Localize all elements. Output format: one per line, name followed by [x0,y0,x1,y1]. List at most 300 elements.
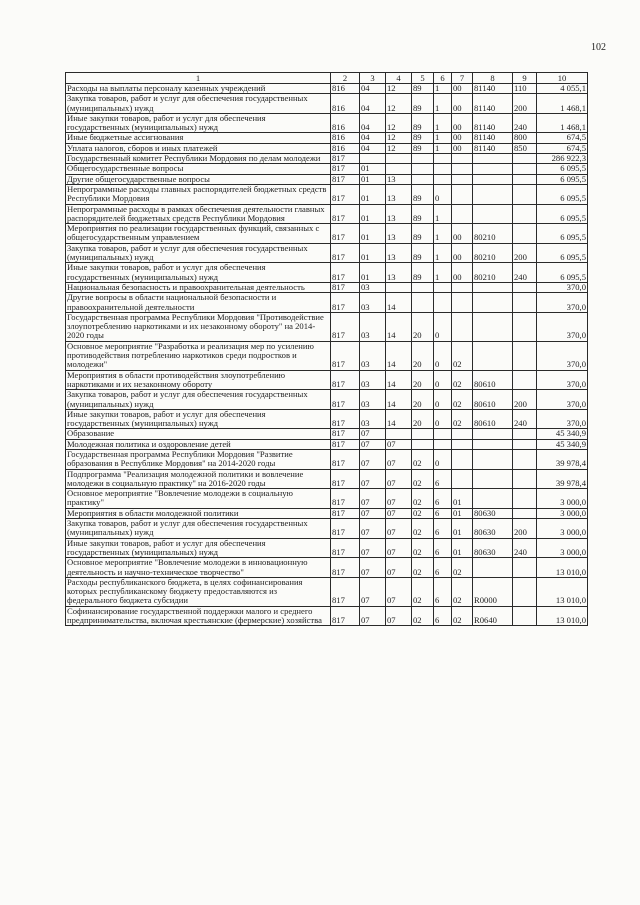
expense-name-cell: Государственная программа Республики Мордовия "Противодействие злоупотреблению наркотиками и их незаконному обороту" на 2014-2020 годы [66,312,331,341]
table-row [66,282,588,292]
section-code-cell: 04 [360,84,386,94]
ministry-code-cell: 817 [331,174,360,184]
expense-type-code-cell [513,282,537,292]
event-code-cell: 01 [452,519,473,539]
table-row [66,538,588,558]
section-code-cell: 03 [360,370,386,390]
program-code-cell: 89 [412,133,434,143]
expense-name-cell: Основное мероприятие "Вовлечение молодежи в социальную практику" [66,489,331,509]
ministry-code-cell: 817 [331,390,360,410]
table-row [66,84,588,94]
section-code-cell: 01 [360,174,386,184]
expense-type-code-cell [513,224,537,244]
amount-cell: 3 000,0 [537,489,588,509]
event-code-cell: 02 [452,390,473,410]
subsection-code-cell: 07 [386,606,412,626]
amount-cell: 6 095,5 [537,164,588,174]
subsection-code-cell: 14 [386,390,412,410]
expense-name-cell: Уплата налогов, сборов и иных платежей [66,143,331,153]
event-code-cell [452,164,473,174]
event-code-cell: 01 [452,538,473,558]
amount-cell: 13 010,0 [537,558,588,578]
expense-name-cell: Иные закупки товаров, работ и услуг для обеспечения государственных (муниципальных) нужд [66,538,331,558]
ministry-code-cell: 816 [331,143,360,153]
amount-cell: 13 010,0 [537,577,588,606]
expense-type-code-cell: 240 [513,263,537,283]
direction-code-cell [473,489,513,509]
table-row [66,439,588,449]
section-code-cell: 04 [360,113,386,133]
expense-name-cell: Молодежная политика и оздоровление детей [66,439,331,449]
section-code-cell: 07 [360,469,386,489]
subprogram-code-cell: 1 [434,113,452,133]
amount-cell: 286 922,3 [537,154,588,164]
subsection-code-cell: 14 [386,312,412,341]
subsection-code-cell: 13 [386,174,412,184]
expense-name-cell: Непрограммные расходы главных распорядителей бюджетных средств Республики Мордовия [66,184,331,204]
subprogram-code-cell [434,429,452,439]
expense-name-cell: Мероприятия в области молодежной политики [66,508,331,518]
event-code-cell [452,293,473,313]
event-code-cell: 00 [452,84,473,94]
amount-cell: 4 055,1 [537,84,588,94]
section-code-cell [360,154,386,164]
page-number: 102 [591,42,606,53]
table-row [66,449,588,469]
subsection-code-cell: 14 [386,293,412,313]
amount-cell: 6 095,5 [537,174,588,184]
subprogram-code-cell [434,439,452,449]
subsection-code-cell: 12 [386,84,412,94]
program-code-cell: 02 [412,577,434,606]
table-row [66,263,588,283]
program-code-cell: 20 [412,370,434,390]
program-code-cell: 20 [412,390,434,410]
expense-name-cell: Подпрограмма "Реализация молодежной политики и вовлечение молодежи в социальную практику" на 2016-2020 годы [66,469,331,489]
expense-name-cell: Мероприятия в области противодействия злоупотреблению наркотиками и их незаконному обороту [66,370,331,390]
program-code-cell: 02 [412,489,434,509]
section-code-cell: 04 [360,94,386,114]
program-code-cell: 89 [412,113,434,133]
event-code-cell: 02 [452,577,473,606]
subsection-code-cell: 14 [386,409,412,429]
subprogram-code-cell: 0 [434,370,452,390]
subprogram-code-cell: 1 [434,243,452,263]
event-code-cell: 00 [452,113,473,133]
ministry-code-cell: 817 [331,558,360,578]
subsection-code-cell: 12 [386,113,412,133]
expense-type-code-cell [513,577,537,606]
subprogram-code-cell [434,282,452,292]
expense-type-code-cell: 200 [513,519,537,539]
section-code-cell: 01 [360,184,386,204]
table-header-row [66,73,588,84]
expense-type-code-cell [513,508,537,518]
subsection-code-cell: 12 [386,133,412,143]
program-code-cell [412,293,434,313]
subprogram-code-cell [434,164,452,174]
direction-code-cell [473,164,513,174]
subsection-code-cell [386,282,412,292]
table-row [66,390,588,410]
table-row [66,94,588,114]
event-code-cell: 02 [452,606,473,626]
subsection-code-cell: 13 [386,263,412,283]
event-code-cell: 02 [452,341,473,370]
subprogram-code-cell: 0 [434,449,452,469]
event-code-cell [452,449,473,469]
table-row [66,293,588,313]
amount-cell: 674,5 [537,133,588,143]
ministry-code-cell: 817 [331,204,360,224]
event-code-cell [452,204,473,224]
ministry-code-cell: 817 [331,243,360,263]
expense-type-code-cell: 110 [513,84,537,94]
table-row [66,519,588,539]
subsection-code-cell: 13 [386,224,412,244]
amount-cell: 3 000,0 [537,508,588,518]
direction-code-cell: 81140 [473,143,513,153]
subprogram-code-cell [434,174,452,184]
expense-type-code-cell: 800 [513,133,537,143]
program-code-cell: 89 [412,184,434,204]
expense-type-code-cell: 200 [513,94,537,114]
expense-name-cell: Закупка товаров, работ и услуг для обеспечения государственных (муниципальных) нужд [66,243,331,263]
expense-type-code-cell: 200 [513,390,537,410]
direction-code-cell [473,439,513,449]
direction-code-cell: 80630 [473,508,513,518]
ministry-code-cell: 817 [331,489,360,509]
amount-cell: 370,0 [537,341,588,370]
ministry-code-cell: 817 [331,449,360,469]
table-row [66,606,588,626]
amount-cell: 1 468,1 [537,113,588,133]
direction-code-cell [473,282,513,292]
column-header: 9 [513,73,537,84]
subprogram-code-cell: 1 [434,133,452,143]
subprogram-code-cell: 0 [434,341,452,370]
table-row [66,184,588,204]
subprogram-code-cell [434,154,452,164]
section-code-cell: 01 [360,243,386,263]
ministry-code-cell: 817 [331,439,360,449]
expense-name-cell: Иные закупки товаров, работ и услуг для обеспечения государственных (муниципальных) нужд [66,113,331,133]
program-code-cell [412,282,434,292]
amount-cell: 45 340,9 [537,429,588,439]
program-code-cell [412,429,434,439]
expense-name-cell: Другие общегосударственные вопросы [66,174,331,184]
event-code-cell [452,282,473,292]
direction-code-cell [473,174,513,184]
section-code-cell: 07 [360,519,386,539]
event-code-cell [452,184,473,204]
amount-cell: 674,5 [537,143,588,153]
ministry-code-cell: 817 [331,606,360,626]
ministry-code-cell: 816 [331,113,360,133]
table-row [66,577,588,606]
subprogram-code-cell [434,293,452,313]
amount-cell: 3 000,0 [537,538,588,558]
ministry-code-cell: 817 [331,429,360,439]
expense-type-code-cell [513,469,537,489]
subsection-code-cell: 07 [386,519,412,539]
direction-code-cell [473,312,513,341]
expense-name-cell: Закупка товаров, работ и услуг для обеспечения государственных (муниципальных) нужд [66,519,331,539]
direction-code-cell: 81140 [473,133,513,143]
subprogram-code-cell: 0 [434,390,452,410]
event-code-cell: 00 [452,133,473,143]
budget-table [65,72,588,626]
subprogram-code-cell: 0 [434,184,452,204]
subsection-code-cell: 12 [386,94,412,114]
column-header: 3 [360,73,386,84]
expense-type-code-cell [513,370,537,390]
expense-type-code-cell [513,341,537,370]
subsection-code-cell [386,429,412,439]
expense-name-cell: Основное мероприятие "Разработка и реализация мер по усилению противодействия потреблению наркотиков среди подростков и молодежи" [66,341,331,370]
amount-cell: 6 095,5 [537,263,588,283]
direction-code-cell: R0640 [473,606,513,626]
direction-code-cell [473,204,513,224]
program-code-cell: 20 [412,341,434,370]
amount-cell: 6 095,5 [537,243,588,263]
event-code-cell: 01 [452,508,473,518]
subsection-code-cell: 07 [386,469,412,489]
section-code-cell: 07 [360,429,386,439]
direction-code-cell [473,429,513,439]
direction-code-cell: 80210 [473,263,513,283]
direction-code-cell: 81140 [473,113,513,133]
expense-type-code-cell [513,606,537,626]
direction-code-cell: 80210 [473,224,513,244]
expense-type-code-cell [513,174,537,184]
subprogram-code-cell: 1 [434,204,452,224]
section-code-cell: 03 [360,293,386,313]
event-code-cell: 00 [452,263,473,283]
subsection-code-cell: 07 [386,508,412,518]
program-code-cell: 02 [412,449,434,469]
direction-code-cell: 80630 [473,519,513,539]
event-code-cell [452,174,473,184]
ministry-code-cell: 817 [331,538,360,558]
section-code-cell: 03 [360,282,386,292]
expense-name-cell: Государственная программа Республики Мордовия "Развитие образования в Республике Мордовия" на 2014-2020 годы [66,449,331,469]
expense-type-code-cell: 200 [513,243,537,263]
amount-cell: 45 340,9 [537,439,588,449]
program-code-cell: 20 [412,312,434,341]
program-code-cell: 02 [412,558,434,578]
subsection-code-cell: 07 [386,538,412,558]
section-code-cell: 07 [360,558,386,578]
amount-cell: 370,0 [537,293,588,313]
subsection-code-cell: 14 [386,370,412,390]
section-code-cell: 04 [360,133,386,143]
direction-code-cell: 80630 [473,538,513,558]
subsection-code-cell: 13 [386,184,412,204]
section-code-cell: 03 [360,341,386,370]
ministry-code-cell: 816 [331,94,360,114]
amount-cell: 39 978,4 [537,469,588,489]
table-row [66,312,588,341]
expense-type-code-cell [513,154,537,164]
subprogram-code-cell: 6 [434,469,452,489]
direction-code-cell: 80610 [473,390,513,410]
amount-cell: 6 095,5 [537,184,588,204]
ministry-code-cell: 816 [331,84,360,94]
column-header: 5 [412,73,434,84]
column-header: 7 [452,73,473,84]
subsection-code-cell: 07 [386,449,412,469]
expense-type-code-cell: 240 [513,538,537,558]
program-code-cell [412,439,434,449]
expense-type-code-cell [513,204,537,224]
expense-name-cell: Закупка товаров, работ и услуг для обеспечения государственных (муниципальных) нужд [66,390,331,410]
event-code-cell: 00 [452,224,473,244]
event-code-cell: 00 [452,94,473,114]
ministry-code-cell: 817 [331,341,360,370]
subprogram-code-cell: 6 [434,508,452,518]
expense-type-code-cell: 240 [513,409,537,429]
table-row [66,204,588,224]
expense-type-code-cell [513,293,537,313]
table-row [66,558,588,578]
expense-name-cell: Мероприятия по реализации государственных функций, связанных с общегосударственным управлением [66,224,331,244]
subprogram-code-cell: 1 [434,84,452,94]
expense-type-code-cell [513,489,537,509]
expense-type-code-cell [513,429,537,439]
amount-cell: 370,0 [537,370,588,390]
direction-code-cell [473,154,513,164]
program-code-cell: 02 [412,606,434,626]
event-code-cell: 00 [452,243,473,263]
program-code-cell: 02 [412,519,434,539]
section-code-cell: 03 [360,390,386,410]
section-code-cell: 01 [360,263,386,283]
event-code-cell [452,154,473,164]
expense-type-code-cell: 850 [513,143,537,153]
event-code-cell [452,469,473,489]
section-code-cell: 07 [360,489,386,509]
expense-name-cell: Непрограммные расходы в рамках обеспечения деятельности главных распорядителей бюджетных средств Республики Мордовия [66,204,331,224]
table-row [66,489,588,509]
section-code-cell: 07 [360,577,386,606]
expense-name-cell: Софинансирование государственной поддержки малого и среднего предпринимательства, включая крестьянские (фермерские) хозяйства [66,606,331,626]
program-code-cell: 89 [412,263,434,283]
program-code-cell: 89 [412,224,434,244]
table-row [66,429,588,439]
amount-cell: 6 095,5 [537,224,588,244]
subprogram-code-cell: 6 [434,538,452,558]
section-code-cell: 07 [360,449,386,469]
section-code-cell: 03 [360,409,386,429]
expense-type-code-cell [513,558,537,578]
table-row [66,224,588,244]
program-code-cell: 02 [412,538,434,558]
subsection-code-cell: 14 [386,341,412,370]
amount-cell: 370,0 [537,409,588,429]
program-code-cell [412,164,434,174]
ministry-code-cell: 817 [331,224,360,244]
table-row [66,174,588,184]
direction-code-cell: 81140 [473,84,513,94]
table-row [66,469,588,489]
event-code-cell: 02 [452,370,473,390]
program-code-cell: 89 [412,204,434,224]
expense-type-code-cell [513,449,537,469]
subprogram-code-cell: 6 [434,519,452,539]
amount-cell: 39 978,4 [537,449,588,469]
table-row [66,370,588,390]
subprogram-code-cell: 6 [434,489,452,509]
section-code-cell: 03 [360,312,386,341]
program-code-cell: 02 [412,508,434,518]
event-code-cell [452,312,473,341]
subsection-code-cell: 07 [386,577,412,606]
expense-name-cell: Иные закупки товаров, работ и услуг для обеспечения государственных (муниципальных) нужд [66,263,331,283]
expense-name-cell: Общегосударственные вопросы [66,164,331,174]
expense-type-code-cell [513,312,537,341]
subsection-code-cell: 13 [386,243,412,263]
subprogram-code-cell: 1 [434,224,452,244]
table-row [66,243,588,263]
subprogram-code-cell: 1 [434,263,452,283]
column-header: 1 [66,73,331,84]
direction-code-cell: 80210 [473,243,513,263]
expense-name-cell: Расходы республиканского бюджета, в целях софинансирования которых республиканскому бюджету предоставляются из федерального бюджета субсидии [66,577,331,606]
table-row [66,409,588,429]
amount-cell: 370,0 [537,390,588,410]
section-code-cell: 07 [360,606,386,626]
expense-type-code-cell [513,184,537,204]
program-code-cell [412,154,434,164]
subsection-code-cell: 07 [386,489,412,509]
subsection-code-cell: 12 [386,143,412,153]
expense-type-code-cell [513,164,537,174]
program-code-cell: 89 [412,243,434,263]
section-code-cell: 07 [360,508,386,518]
direction-code-cell: 80610 [473,370,513,390]
expense-name-cell: Образование [66,429,331,439]
program-code-cell: 89 [412,84,434,94]
expense-type-code-cell: 240 [513,113,537,133]
column-header: 2 [331,73,360,84]
expense-type-code-cell [513,439,537,449]
table-row [66,133,588,143]
section-code-cell: 01 [360,164,386,174]
program-code-cell: 02 [412,469,434,489]
subprogram-code-cell: 0 [434,312,452,341]
program-code-cell [412,174,434,184]
expense-name-cell: Национальная безопасность и правоохранительная деятельность [66,282,331,292]
expense-name-cell: Иные закупки товаров, работ и услуг для обеспечения государственных (муниципальных) нужд [66,409,331,429]
column-header: 4 [386,73,412,84]
direction-code-cell: R0000 [473,577,513,606]
subprogram-code-cell: 0 [434,409,452,429]
subsection-code-cell [386,154,412,164]
ministry-code-cell: 817 [331,577,360,606]
subsection-code-cell: 13 [386,204,412,224]
amount-cell: 370,0 [537,282,588,292]
table-row [66,143,588,153]
amount-cell: 6 095,5 [537,204,588,224]
ministry-code-cell: 817 [331,282,360,292]
table-row [66,154,588,164]
section-code-cell: 01 [360,224,386,244]
direction-code-cell: 80610 [473,409,513,429]
column-header: 8 [473,73,513,84]
event-code-cell: 02 [452,409,473,429]
subsection-code-cell [386,164,412,174]
